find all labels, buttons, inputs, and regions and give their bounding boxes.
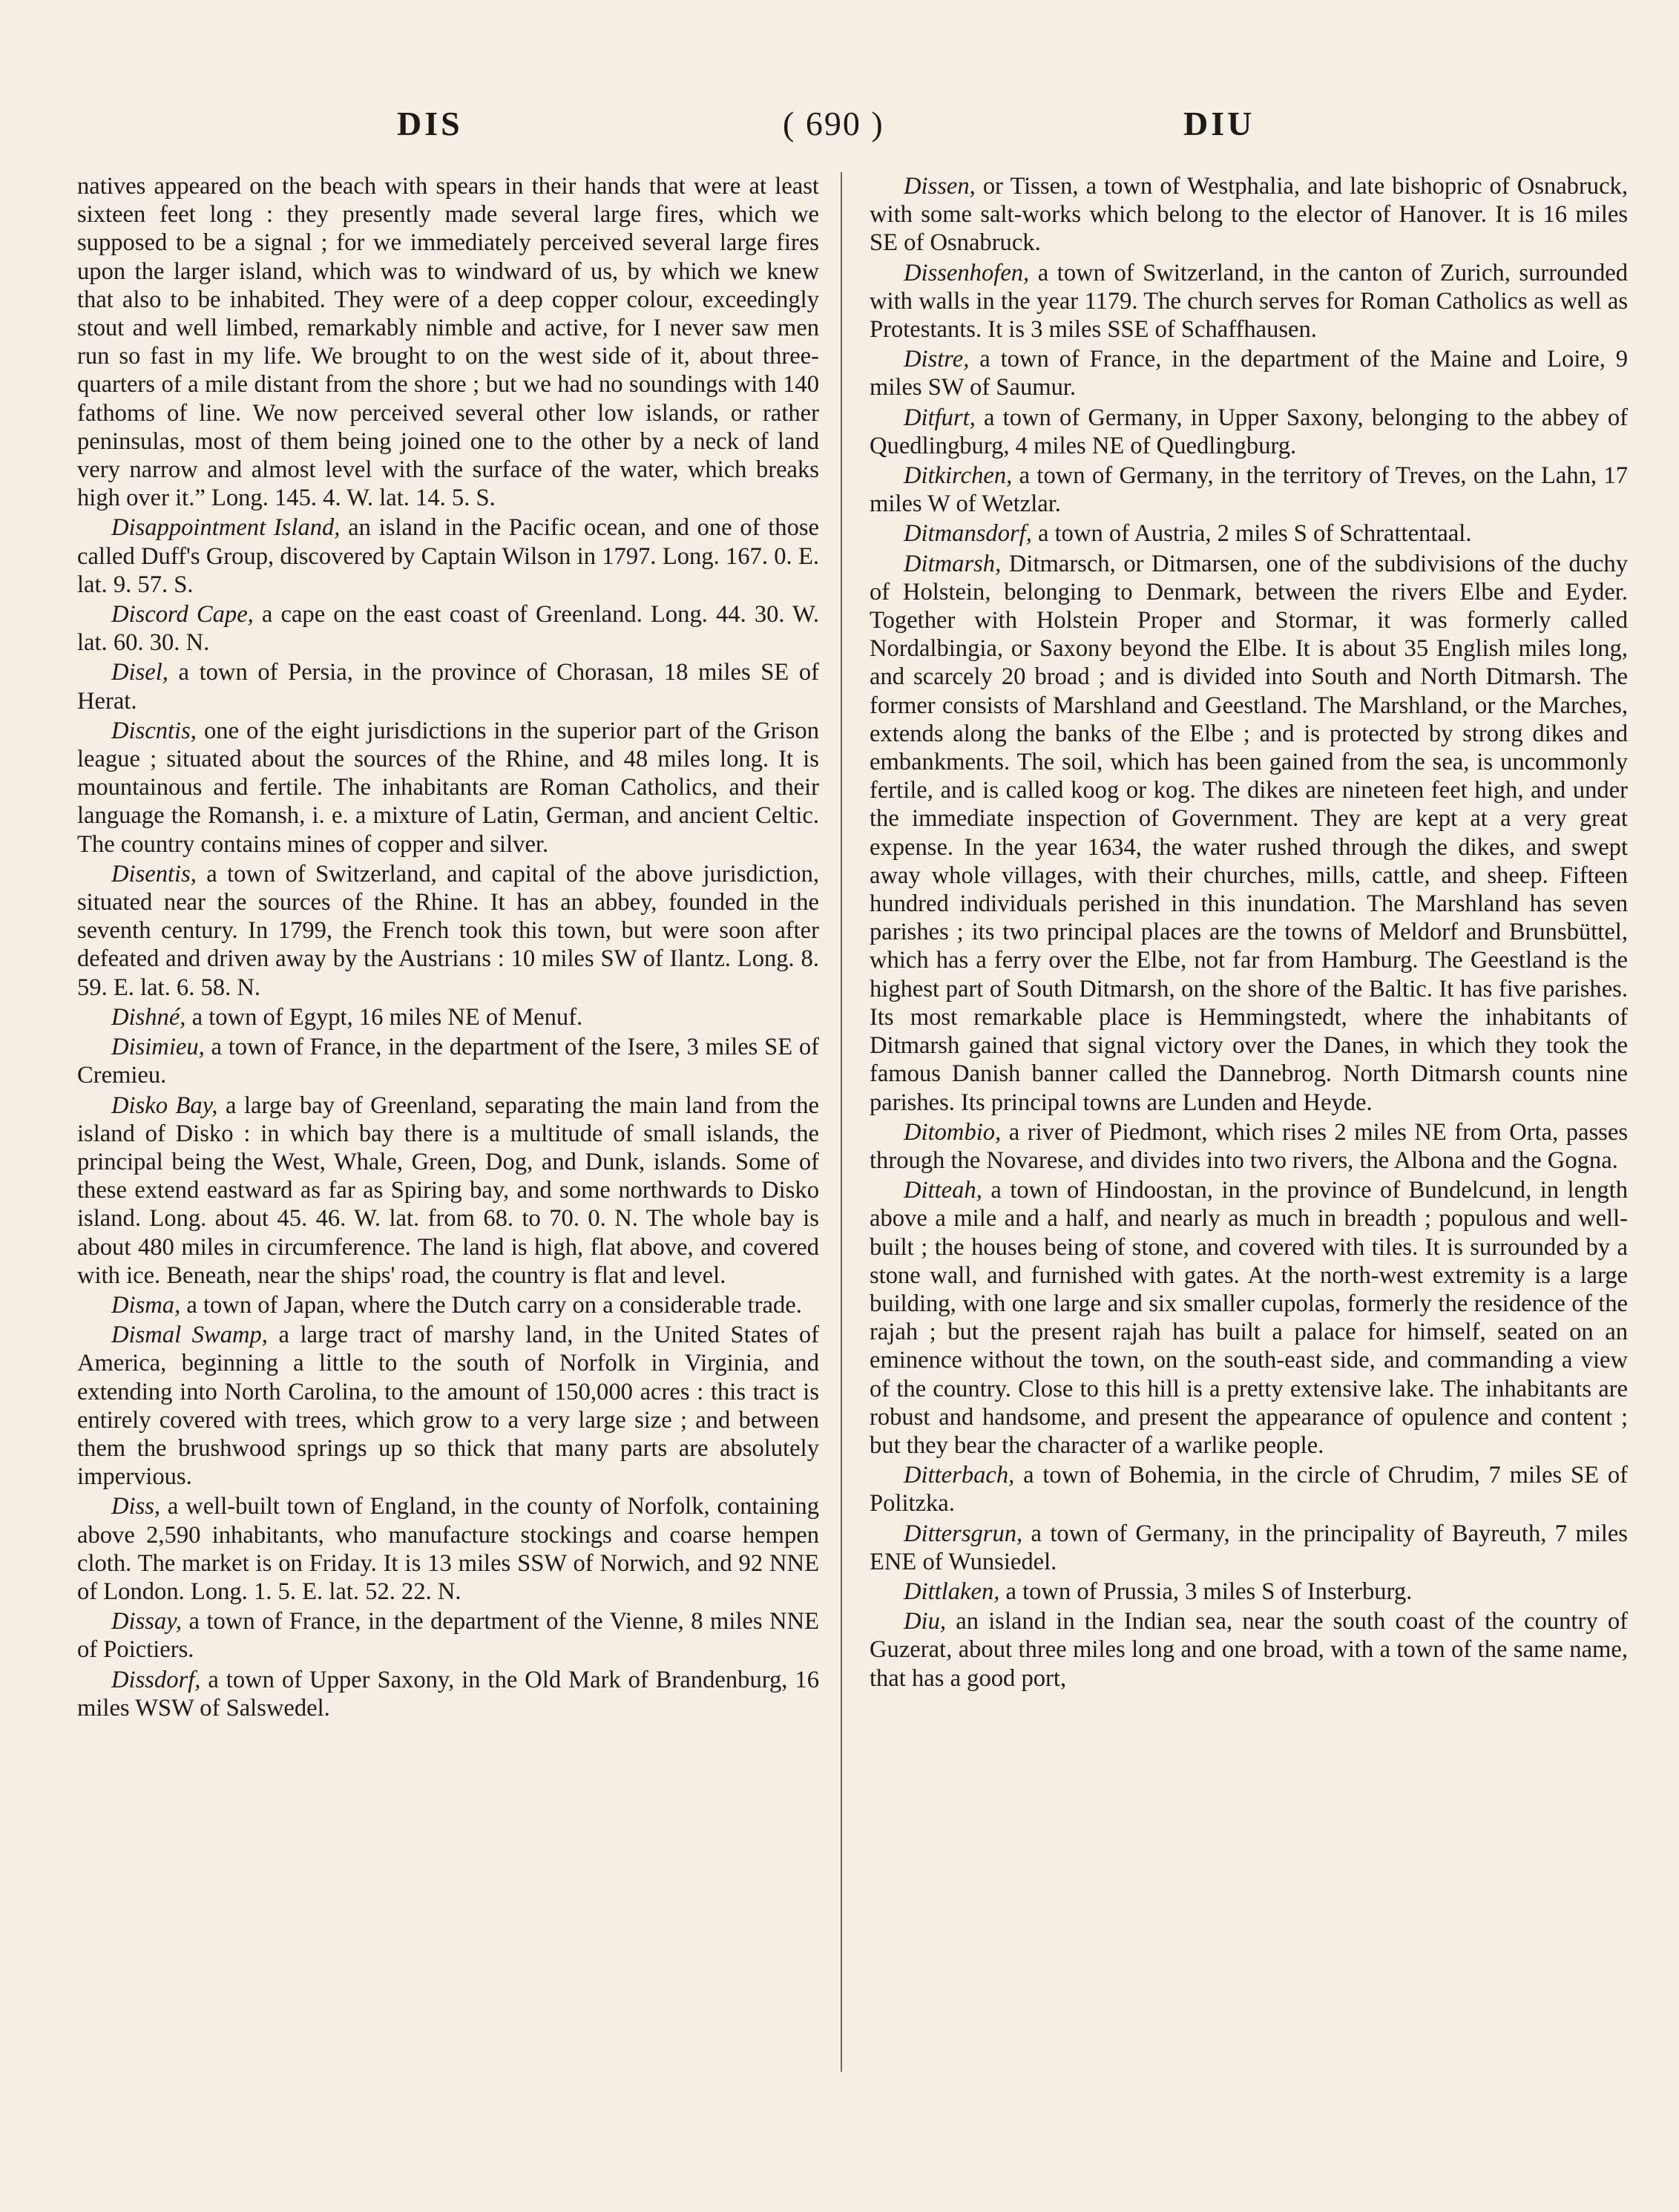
entry-term: Dismal Swamp, (111, 1322, 268, 1349)
gazetteer-entry (870, 345, 1628, 401)
gazetteer-entry (77, 1607, 819, 1664)
entry-text: a town of France, in the department of the Maine and Loire, 9 miles SW of Saumur. (870, 346, 1628, 401)
column-divider (841, 172, 842, 2072)
entry-term: Ditombio, (904, 1118, 1002, 1146)
gazetteer-entry (870, 550, 1628, 1117)
entry-term: Ditmarsh, (904, 550, 1002, 577)
entry-text: a town of Switzerland, and capital of the above jurisdiction, situated near the sources of the Rhine. It has an abbey, founded in the seventh century. In 1799, the French took this town, but were soon after defeated and driven away by the Austrians : 10 miles SW of Ilantz. Long. 8. 59. E. lat. 6. 58. N. (77, 860, 819, 1001)
gazetteer-entry (870, 462, 1628, 518)
gazetteer-entry (870, 1607, 1628, 1693)
gazetteer-entry (870, 172, 1628, 257)
gazetteer-entry (870, 1578, 1628, 1606)
entry-text: one of the eight jurisdictions in the superior part of the Grison league ; situated about the sources of the Rhine, and 48 miles long. It is mountainous and fertile. The inhabitants are Roman Catholics, and their language the Romansh, i. e. a mixture of Latin, German, and ancient Celtic. The country contains mines of copper and silver. (77, 717, 819, 858)
page-number: ( 690 ) (783, 105, 884, 142)
entry-term: Disappointment Island, (111, 514, 341, 542)
gazetteer-entry (870, 1176, 1628, 1460)
entry-term: Disimieu, (111, 1034, 205, 1061)
entry-term: Dissenhofen, (904, 259, 1030, 286)
entry-term: Diss, (111, 1493, 161, 1520)
entry-text: a town of Egypt, 16 miles NE of Menuf. (185, 1003, 583, 1031)
entry-text: natives appeared on the beach with spears in their hands that were at least sixteen feet long : they presently made several large fires, which we supposed to be a signal ; for we immediately perceived several large fires upon the larger island, which was to windward of us, by which we knew that also to be inhabited. They were of a deep copper colour, exceedingly stout and well limbed, remarkably nimble and active, for I never saw men run so fast in my life. We brought to on the west side of it, about three-quarters of a mile distant from the shore ; but we had no soundings with 140 fathoms of line. We now perceived several other low islands, or rather peninsulas, most of them being joined one to the other by a neck of land very narrow and almost level with the surface of the water, which breaks high over it.” Long. 145. 4. W. lat. 14. 5. S. (77, 173, 819, 512)
entry-text: a town of Austria, 2 miles S of Schrattentaal. (1031, 520, 1472, 548)
gazetteer-entry (77, 658, 819, 715)
entry-term: Ditfurt, (904, 404, 976, 431)
entry-text: a large tract of marshy land, in the United States of America, beginning a little to the south of Norfolk in Virginia, and extending into North Carolina, to the amount of 150,000 acres : this tract is entirely covered with trees, which grow to a very large size ; and between them the brushwood springs up so thick that many parts are absolutely impervious. (77, 1322, 819, 1491)
entry-term: Distre, (904, 346, 970, 373)
gazetteer-entry (77, 1321, 819, 1491)
entry-text: a large bay of Greenland, separating the main land from the island of Disko : in which bay there is a multitude of small islands, the principal being the West, Whale, Green, Dog, and Dunk, islands. Some of these extend eastward as far as Spiring bay, and some northwards to Disko island. Long. about 45. 46. W. lat. from 68. to 70. 0. N. The whole bay is about 480 miles in circumference. The land is high, flat above, and covered with ice. Beneath, near the ships' road, the country is flat and level. (77, 1092, 819, 1289)
gazetteer-entry (77, 1033, 819, 1089)
gazetteer-entry (77, 513, 819, 599)
entry-text: a town of Germany, in the territory of Treves, on the Lahn, 17 miles W of Wetzlar. (870, 462, 1628, 518)
entry-text: Ditmarsch, or Ditmarsen, one of the subdivisions of the duchy of Holstein, belonging to Denmark, between the rivers Elbe and Eyder. Together with Holstein Proper and Stormar, it was formerly called Nordalbingia, or Saxony beyond the Elbe. It is about 35 English miles long, and scarcely 20 broad ; and is divided into South and North Ditmarsh. The former consists of Marshland and Geestland. The Marshland, or the Marches, extends along the banks of the Elbe ; and is protected by strong dikes and embankments. The soil, which has been gained from the sea, is uncommonly fertile, and is called koog or kog. The dikes are nineteen feet high, and under the immediate inspection of Government. They are kept at a very great expense. In the year 1634, the water rushed through the dikes, and swept away whole villages, with their churches, mills, cattle, and sheep. Fifteen hundred individuals perished in this inundation. The Marshland has seven parishes ; its two principal places are the towns of Meldorf and Brunsbüttel, which has a ferry over the Elbe, not far from Hamburg. The Geestland is the highest part of South Ditmarsh, on the shore of the Baltic. It has five parishes. Its most remarkable place is Hemmingstedt, where the inhabitants of Ditmarsh gained that signal victory over the Danes, in which they took the famous Danish banner called the Dannebrog. North Ditmarsh counts nine parishes. Its principal towns are Lunden and Heyde. (870, 550, 1628, 1116)
entry-text: a town of Germany, in the principality of Bayreuth, 7 miles ENE of Wunsiedel. (870, 1520, 1628, 1575)
gazetteer-entry (870, 404, 1628, 460)
entry-text: a town of Bohemia, in the circle of Chrudim, 7 miles SE of Politzka. (870, 1462, 1628, 1517)
gazetteer-entry (77, 600, 819, 657)
page-header (0, 104, 1679, 156)
entry-term: Discntis, (111, 717, 197, 744)
gazetteer-entry (77, 717, 819, 859)
entry-text: a town of France, in the department of the Isere, 3 miles SE of Cremieu. (77, 1034, 819, 1089)
entry-term: Dissay, (111, 1608, 183, 1635)
entry-text: a town of Upper Saxony, in the Old Mark of Brandenburg, 16 miles WSW of Salswedel. (77, 1666, 819, 1722)
entry-text: a town of Prussia, 3 miles S of Insterburg. (999, 1578, 1413, 1605)
entry-text: a town of Japan, where the Dutch carry on a considerable trade. (180, 1291, 802, 1319)
running-head-right: DIU (1183, 105, 1255, 142)
gazetteer-entry (77, 1492, 819, 1606)
gazetteer-entry (870, 1461, 1628, 1517)
gazetteer-entry (77, 1092, 819, 1290)
entry-text: a town of France, in the department of the Vienne, 8 miles NNE of Poictiers. (77, 1608, 819, 1664)
left-column (77, 172, 819, 1724)
entry-text: a town of Switzerland, in the canton of Zurich, surrounded with walls in the year 1179. The church serves for Roman Catholics as well as Protestants. It is 3 miles SSE of Schaffhausen. (870, 259, 1628, 344)
entry-text: a town of Germany, in Upper Saxony, belonging to the abbey of Quedlingburg, 4 miles NE of Quedlingburg. (870, 404, 1628, 459)
entry-text: a river of Piedmont, which rises 2 miles NE from Orta, passes through the Novarese, and divides into two rivers, the Albona and the Gogna. (870, 1118, 1628, 1174)
entry-term: Discord Cape, (111, 601, 254, 629)
gazetteer-entry (77, 1291, 819, 1319)
entry-term: Dittlaken, (904, 1578, 1000, 1605)
entry-term: Ditterbach, (904, 1462, 1015, 1489)
gazetteer-entry (77, 172, 819, 512)
entry-term: Dissen, (904, 173, 976, 200)
entry-text: a well-built town of England, in the county of Norfolk, containing above 2,590 inhabitants, who manufacture stockings and coarse hempen cloth. The market is on Friday. It is 13 miles SSW of Norwich, and 92 NNE of London. Long. 1. 5. E. lat. 52. 22. N. (77, 1493, 819, 1605)
entry-text: or Tissen, a town of Westphalia, and late bishopric of Osnabruck, with some salt-works which belong to the elector of Hanover. It is 16 miles SE of Osnabruck. (870, 173, 1628, 257)
entry-text: an island in the Indian sea, near the south coast of the country of Guzerat, about three miles long and one broad, with a town of the same name, that has a good port, (870, 1608, 1628, 1692)
right-column (870, 172, 1628, 1694)
entry-term: Dittersgrun, (904, 1520, 1023, 1547)
entry-text: a cape on the east coast of Greenland. Long. 44. 30. W. lat. 60. 30. N. (77, 601, 820, 657)
entry-term: Dishné, (111, 1003, 186, 1031)
gazetteer-entry (77, 860, 819, 1002)
gazetteer-entry (77, 1003, 819, 1031)
entry-term: Ditkirchen, (904, 462, 1013, 490)
entry-text: a town of Persia, in the province of Chorasan, 18 miles SE of Herat. (77, 659, 819, 715)
gazetteer-entry (77, 1666, 819, 1722)
entry-term: Disel, (111, 659, 168, 686)
gazetteer-entry (870, 519, 1628, 548)
entry-term: Diu, (904, 1608, 947, 1635)
gazetteer-entry (870, 259, 1628, 344)
entry-term: Ditteah, (904, 1177, 982, 1204)
gazetteer-entry (870, 1520, 1628, 1576)
entry-term: Disma, (111, 1291, 181, 1319)
gazetteer-entry (870, 1118, 1628, 1175)
entry-term: Dissdorf, (111, 1666, 201, 1693)
entry-term: Disentis, (111, 860, 197, 887)
entry-text: an island in the Pacific ocean, and one of those called Duff's Group, discovered by Captain Wilson in 1797. Long. 167. 0. E. lat. 9. 57. S. (77, 514, 819, 598)
entry-text: a town of Hindoostan, in the province of Bundelcund, in length above a mile and a half, and nearly as much in breadth ; populous and well-built ; the houses being of stone, and covered with tiles. It is surrounded by a stone wall, and furnished with gates. At the north-west extremity is a large building, with one large and six smaller cupolas, formerly the residence of the rajah ; but the present rajah has built a palace for himself, seated on an eminence without the town, on the south-east side, and commanding a view of the country. Close to this hill is a pretty extensive lake. The inhabitants are robust and handsome, and present the appearance of opulence and content ; but they bear the character of a warlike people. (870, 1177, 1628, 1459)
entry-term: Disko Bay, (111, 1092, 218, 1119)
running-head-left: DIS (397, 105, 463, 142)
entry-term: Ditmansdorf, (904, 520, 1032, 548)
